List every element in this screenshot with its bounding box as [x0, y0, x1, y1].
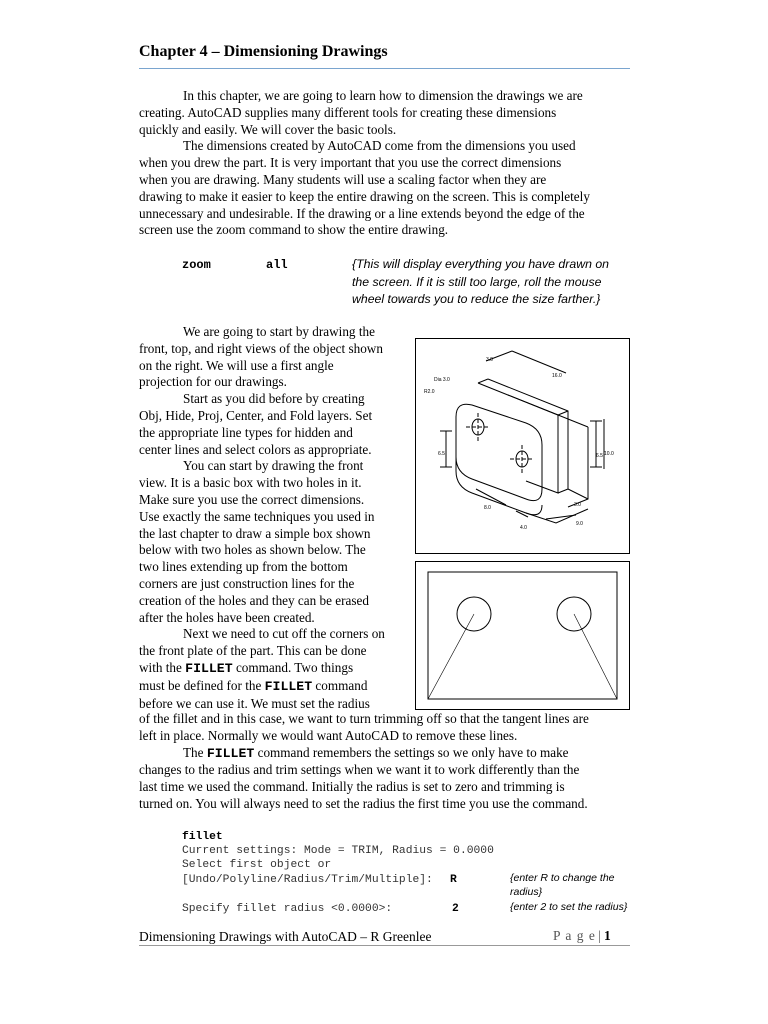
text-line: Obj, Hide, Proj, Center, and Fold layers. Set	[139, 407, 373, 423]
comment-line: {enter R to change the	[510, 872, 615, 884]
fillet-intro	[139, 660, 411, 712]
text-line: front, top, and right views of the object shown	[139, 340, 383, 356]
dim-label: R2.0	[424, 389, 435, 395]
full-width-paragraph	[139, 711, 639, 813]
text-line: the front plate of the part. This can be done	[139, 643, 367, 659]
text-line: corners are just construction lines for the	[139, 575, 355, 591]
page-separator: |	[598, 928, 601, 943]
text-line: left in place. Normally we would want AutoCAD to remove these lines.	[139, 727, 518, 743]
text-line: on the right. We will use a first angle	[139, 357, 334, 373]
comment-line: {This will display everything you have drawn on	[352, 257, 610, 271]
dim-label: 16.0	[552, 373, 562, 379]
text-line: In this chapter, we are going to learn how to dimension the drawings we are	[183, 88, 583, 103]
box-outline	[428, 572, 617, 699]
text-line: after the holes have been created.	[139, 609, 315, 625]
text-line: when you are drawing. Many students will use a scaling factor when they are	[139, 171, 547, 187]
text-line: when you drew the part. It is very important that you use the correct dimensions	[139, 155, 562, 171]
text-line: below with two holes as shown below. The	[139, 542, 366, 558]
text-line: projection for our drawings.	[139, 374, 287, 390]
cmd-line: [Undo/Polyline/Radius/Trim/Multiple]:	[182, 873, 440, 886]
text-span: command	[312, 677, 368, 693]
footer-title: Dimensioning Drawings with AutoCAD – R Greenlee	[139, 929, 432, 944]
text-line: drawing to make it easier to keep the entire drawing on the screen. This is completely	[139, 188, 590, 204]
text-line: last time we used the command. Initially the radius is set to zero and trimming is	[139, 779, 565, 795]
text-line: Next we need to cut off the corners on	[183, 626, 385, 642]
cmd-input: R	[450, 873, 457, 886]
text-line: center lines and select colors as appropriate.	[139, 441, 372, 457]
intro-paragraph-1	[139, 88, 639, 239]
text-line: turned on. You will always need to set the radius the first time you use the command.	[139, 795, 588, 811]
text-span: The	[183, 744, 207, 760]
text-line: view. It is a basic box with two holes in it.	[139, 475, 362, 491]
page-label: P a g e	[553, 928, 596, 943]
fillet-keyword: FILLET	[264, 678, 313, 694]
text-line: the appropriate line types for hidden and	[139, 424, 353, 440]
page-title: Chapter 4 – Dimensioning Drawings	[139, 43, 388, 60]
fillet-keyword: FILLET	[206, 745, 255, 761]
cmd-name: fillet	[182, 831, 223, 843]
cmd-comment: {enter 2 to set the radius}	[510, 901, 628, 913]
title-rule	[139, 68, 630, 69]
column-text	[139, 324, 411, 660]
text-line: changes to the radius and trim settings when we want it to work differently than the	[139, 762, 580, 778]
dim-label: Dia 3.0	[434, 377, 450, 383]
text-line: two lines extending up from the bottom	[139, 559, 348, 575]
cmd-line: Select first object or	[182, 859, 332, 872]
text-line: of the fillet and in this case, we want to turn trimming off so that the tangent lines are	[139, 711, 589, 726]
text-span: must be defined for the	[139, 677, 265, 693]
page-number: 1	[604, 928, 611, 943]
text-line	[139, 660, 411, 678]
text-line: Start as you did before by creating	[183, 391, 365, 407]
text-span: command. Two things	[232, 660, 354, 675]
construction-line	[574, 614, 617, 699]
dim-label: 6.5	[438, 451, 445, 457]
text-line	[139, 678, 411, 696]
text-line: the last chapter to draw a simple box shown	[139, 525, 371, 541]
text-line: quickly and easily. We will cover the basic tools.	[139, 121, 397, 137]
cmd-comment	[510, 871, 615, 899]
text-line: Use exactly the same techniques you used in	[139, 508, 375, 524]
dim-label: 6.5	[596, 453, 603, 459]
text-line: unnecessary and undesirable. If the drawing or a line extends beyond the edge of the	[139, 205, 585, 221]
fillet-keyword: FILLET	[185, 661, 233, 676]
text-line	[139, 745, 639, 763]
isometric-figure	[415, 338, 630, 554]
text-span: with the	[139, 660, 186, 675]
dim-label: 10.0	[604, 451, 614, 457]
text-line: creation of the holes and they can be erased	[139, 592, 369, 608]
front-view-drawing	[416, 562, 629, 709]
comment-line: wheel towards you to reduce the size farther.}	[352, 292, 601, 306]
comment-line: the screen. If it is still too large, roll the mouse	[352, 274, 602, 289]
text-line: screen use the zoom command to show the entire drawing.	[139, 222, 449, 238]
dim-label: 3.0	[486, 357, 493, 363]
dim-label: 8.0	[484, 505, 491, 511]
footer-rule	[139, 945, 630, 946]
text-line: The dimensions created by AutoCAD come from the dimensions you used	[183, 138, 576, 154]
construction-line	[428, 614, 474, 699]
text-line: We are going to start by drawing the	[183, 324, 375, 339]
dim-label: 4.0	[520, 525, 527, 531]
text-line: Make sure you use the correct dimensions.	[139, 491, 365, 507]
text-line: You can start by drawing the front	[183, 458, 364, 474]
zoom-command: zoom	[182, 258, 211, 272]
isometric-drawing	[416, 339, 629, 553]
cmd-line: Current settings: Mode = TRIM, Radius = 0.0000	[182, 845, 494, 858]
dim-label: 9.0	[576, 521, 583, 527]
text-line: creating. AutoCAD supplies many different tools for creating these dimensions	[139, 104, 557, 120]
zoom-comment	[352, 256, 642, 309]
cmd-input: 2	[452, 903, 459, 915]
cmd-line: Specify fillet radius <0.0000>:	[182, 903, 393, 915]
zoom-option: all	[266, 258, 288, 272]
front-view-figure	[415, 561, 630, 710]
text-span: command remembers the settings so we only have to make	[254, 744, 569, 760]
comment-line: radius}	[510, 886, 543, 898]
text-line: before we can use it. We must set the radius	[139, 695, 370, 711]
dim-label: 3.0	[574, 502, 581, 508]
